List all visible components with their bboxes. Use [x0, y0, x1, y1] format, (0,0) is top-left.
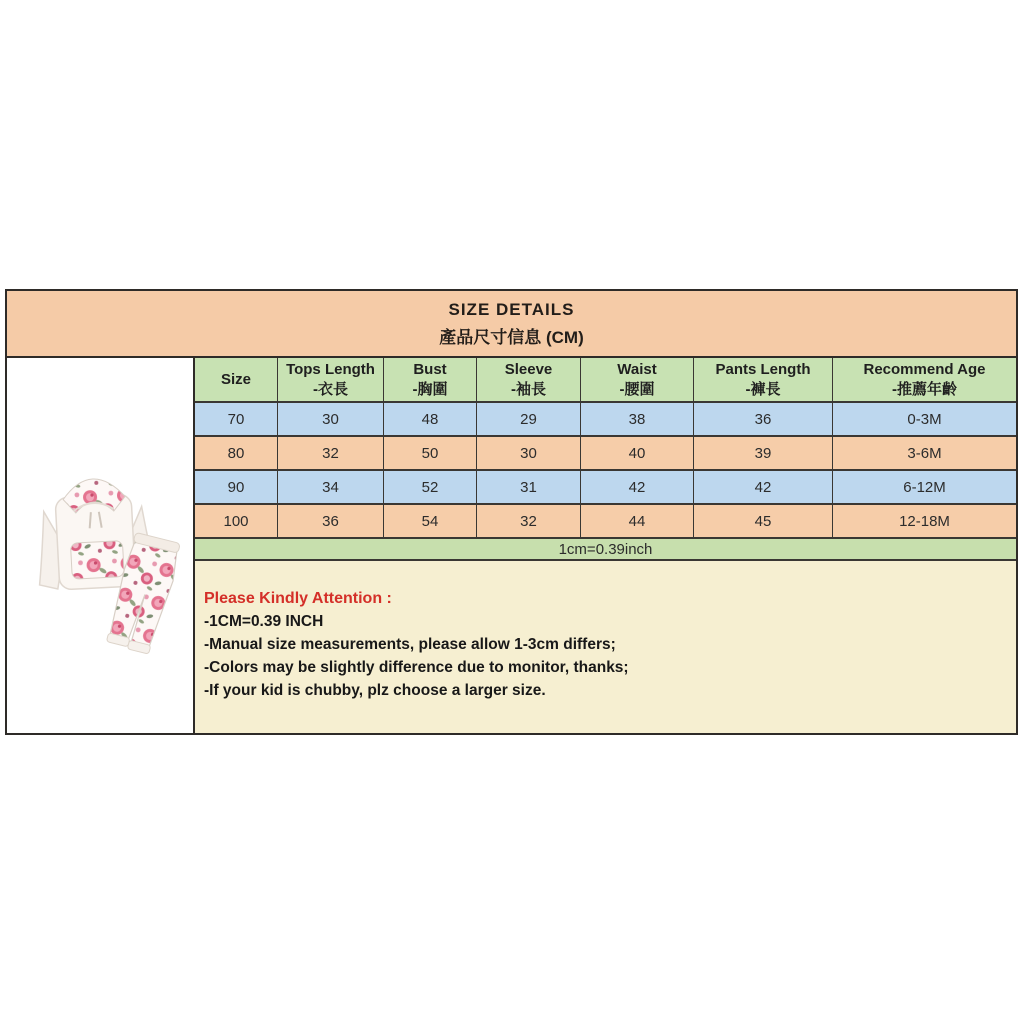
col-header-bust — [384, 358, 477, 403]
cell-waist: 44 — [581, 505, 694, 539]
cell-recommend-age: 6-12M — [833, 471, 1016, 505]
attention-notes — [195, 561, 1016, 733]
col-header-en: Bust — [413, 360, 447, 378]
note-line-cm-inch: -1CM=0.39 INCH — [204, 613, 324, 630]
cell-sleeve: 29 — [477, 403, 581, 437]
cell-pants-length: 42 — [694, 471, 833, 505]
col-header-zh: -胸圍 — [412, 380, 448, 398]
cell-tops-length: 34 — [278, 471, 384, 505]
table-and-notes — [195, 358, 1016, 733]
title-english: SIZE DETAILS — [448, 299, 575, 319]
cell-waist: 38 — [581, 403, 694, 437]
col-header-zh: -衣長 — [313, 380, 348, 398]
title-chinese: 產品尺寸信息 (CM) — [439, 327, 584, 347]
product-photo-cell — [7, 358, 195, 733]
size-table — [195, 358, 1016, 539]
cell-size: 90 — [195, 471, 278, 505]
col-header-recommend-age — [833, 358, 1016, 403]
col-header-en: Recommend Age — [863, 360, 986, 378]
cell-recommend-age: 12-18M — [833, 505, 1016, 539]
cell-tops-length: 30 — [278, 403, 384, 437]
col-header-en: Pants Length — [715, 360, 811, 378]
col-header-en: Tops Length — [286, 360, 375, 378]
cell-waist: 40 — [581, 437, 694, 471]
col-header-size — [195, 358, 278, 403]
col-header-sleeve — [477, 358, 581, 403]
cell-tops-length: 32 — [278, 437, 384, 471]
note-line-chubby-size-up: -If your kid is chubby, plz choose a larger size. — [204, 682, 546, 699]
note-line-manual-measure: -Manual size measurements, please allow 1-3cm differs; — [204, 636, 616, 653]
col-header-zh: -袖長 — [511, 380, 546, 398]
col-header-zh: -推薦年齡 — [892, 380, 957, 398]
cell-sleeve: 31 — [477, 471, 581, 505]
cell-size: 100 — [195, 505, 278, 539]
col-header-en: Sleeve — [504, 360, 553, 378]
cell-bust: 48 — [384, 403, 477, 437]
title-bar — [7, 291, 1016, 358]
cell-waist: 42 — [581, 471, 694, 505]
col-header-en: Size — [220, 370, 251, 388]
col-header-tops-length — [278, 358, 384, 403]
cell-size: 70 — [195, 403, 278, 437]
col-header-pants-length — [694, 358, 833, 403]
sheet-body — [7, 358, 1016, 733]
attention-heading: Please Kindly Attention : — [204, 590, 392, 607]
cell-sleeve: 30 — [477, 437, 581, 471]
col-header-zh: -褲長 — [745, 380, 781, 398]
col-header-zh: -腰圍 — [619, 380, 655, 398]
cell-recommend-age: 0-3M — [833, 403, 1016, 437]
cell-pants-length: 45 — [694, 505, 833, 539]
cell-recommend-age: 3-6M — [833, 437, 1016, 471]
product-image — [15, 454, 185, 664]
cell-bust: 52 — [384, 471, 477, 505]
cell-size: 80 — [195, 437, 278, 471]
cm-inch-conversion-row: 1cm=0.39inch — [195, 539, 1016, 561]
cell-bust: 50 — [384, 437, 477, 471]
cell-bust: 54 — [384, 505, 477, 539]
cell-pants-length: 39 — [694, 437, 833, 471]
col-header-waist — [581, 358, 694, 403]
cell-tops-length: 36 — [278, 505, 384, 539]
note-line-color-difference: -Colors may be slightly difference due to monitor, thanks; — [204, 659, 629, 676]
cell-sleeve: 32 — [477, 505, 581, 539]
col-header-en: Waist — [617, 360, 657, 378]
cell-pants-length: 36 — [694, 403, 833, 437]
size-chart-sheet — [5, 289, 1018, 735]
